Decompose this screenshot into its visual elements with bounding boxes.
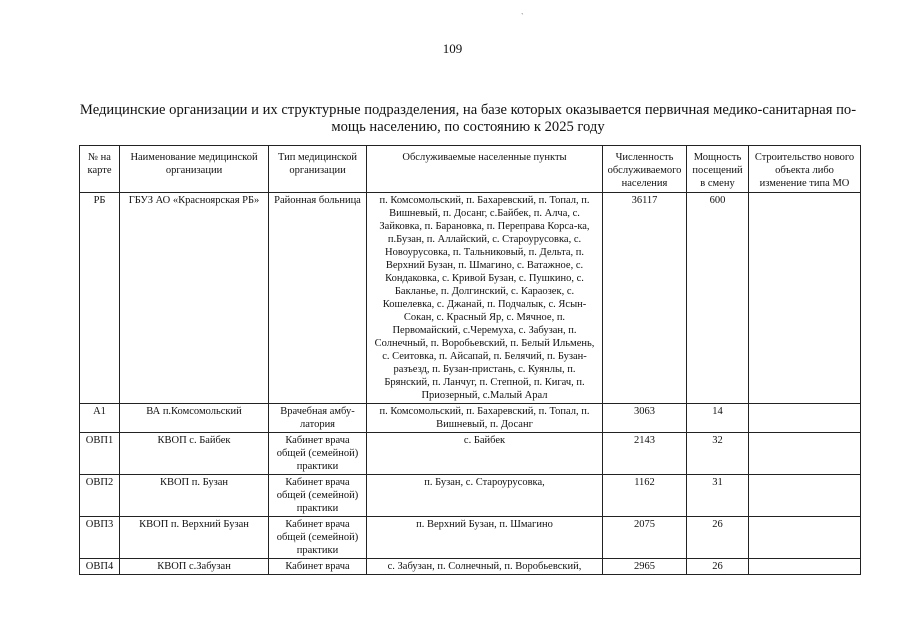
cell-name: ГБУЗ АО «Красноярская РБ» — [120, 193, 269, 404]
cell-settlements: с. Забузан, п. Солнечный, п. Воробьевский, — [367, 559, 603, 575]
cell-type: Кабинет врача общей (семейной) практики — [269, 517, 367, 559]
cell-settlements: п. Бузан, с. Староурусовка, — [367, 475, 603, 517]
cell-capacity: 32 — [687, 433, 749, 475]
cell-settlements: с. Байбек — [367, 433, 603, 475]
cell-name: КВОП с. Байбек — [120, 433, 269, 475]
cell-name: КВОП п. Бузан — [120, 475, 269, 517]
table-header-row — [80, 146, 861, 193]
table-row — [80, 404, 861, 433]
cell-map-no: ОВП4 — [80, 559, 120, 575]
cell-settlements: п. Комсомольский, п. Бахаревский, п. Топал, п. Вишневый, п. Досанг — [367, 404, 603, 433]
table-row — [80, 193, 861, 404]
page-title — [78, 102, 858, 136]
cell-construction — [749, 404, 861, 433]
title-line-1: Медицинские организации и их структурные подразделения, на базе которых оказывается первичная медико-санитарная по- — [79, 102, 857, 118]
column-header-map-no: № на карте — [80, 146, 120, 193]
cell-name: ВА п.Комсомольский — [120, 404, 269, 433]
scan-mark: ` — [521, 12, 524, 21]
cell-population: 2965 — [603, 559, 687, 575]
cell-type: Кабинет врача общей (семейной) практики — [269, 433, 367, 475]
cell-map-no: ОВП1 — [80, 433, 120, 475]
organizations-table — [79, 145, 861, 575]
cell-population: 1162 — [603, 475, 687, 517]
cell-name: КВОП с.Забузан — [120, 559, 269, 575]
cell-type: Кабинет врача — [269, 559, 367, 575]
cell-type: Врачебная амбу-латория — [269, 404, 367, 433]
cell-map-no: ОВП2 — [80, 475, 120, 517]
cell-population: 3063 — [603, 404, 687, 433]
cell-population: 36117 — [603, 193, 687, 404]
cell-type: Районная больница — [269, 193, 367, 404]
cell-map-no: РБ — [80, 193, 120, 404]
cell-construction — [749, 433, 861, 475]
title-line-2: мощь населению, по состоянию к 2025 году — [331, 119, 605, 135]
cell-construction — [749, 475, 861, 517]
cell-map-no: А1 — [80, 404, 120, 433]
column-header-type: Тип медицинской организации — [269, 146, 367, 193]
column-header-settlements: Обслуживаемые населенные пункты — [367, 146, 603, 193]
cell-capacity: 31 — [687, 475, 749, 517]
page-number: 109 — [442, 41, 463, 56]
cell-construction — [749, 559, 861, 575]
cell-construction — [749, 517, 861, 559]
cell-capacity: 14 — [687, 404, 749, 433]
table-row — [80, 559, 861, 575]
cell-settlements: п. Верхний Бузан, п. Шмагино — [367, 517, 603, 559]
table-row — [80, 517, 861, 559]
cell-capacity: 26 — [687, 559, 749, 575]
cell-capacity: 600 — [687, 193, 749, 404]
column-header-construction: Строительство нового объекта либо изменение типа МО — [749, 146, 861, 193]
cell-construction — [749, 193, 861, 404]
table-row — [80, 433, 861, 475]
cell-name: КВОП п. Верхний Бузан — [120, 517, 269, 559]
column-header-population: Численность обслуживаемого населения — [603, 146, 687, 193]
cell-map-no: ОВП3 — [80, 517, 120, 559]
table-row — [80, 475, 861, 517]
cell-population: 2075 — [603, 517, 687, 559]
cell-population: 2143 — [603, 433, 687, 475]
column-header-name: Наименование медицинской организации — [120, 146, 269, 193]
cell-type: Кабинет врача общей (семейной) практики — [269, 475, 367, 517]
cell-capacity: 26 — [687, 517, 749, 559]
column-header-capacity: Мощность посещений в смену — [687, 146, 749, 193]
cell-settlements: п. Комсомольский, п. Бахаревский, п. Топал, п. Вишневый, п. Досанг, с.Байбек, п. Алча, с. Зайковка, п. Барановка, п. Переправа Корса-ка, п.Бузан, п. Аллайский, с. Староурусовка, с. Новоурусовка, п. Тальниковый, п. Дельта, п. Верхний Бузан, п. Шмагино, с. Ватажное, с. Кондаковка, с. Кривой Бузан, с. Пушкино, с. Бакланье, п. Долгинский, с. Караозек, с. Кошелевка, с. Джанай, п. Подчалык, с. Ясын-Сокан, с. Красный Яр, с. Мячное, п. Первомайский, с.Черемуха, с. Забузан, п. Солнечный, п. Воробьевский, п. Белый Ильмень, с. Сеитовка, п. Айсапай, п. Белячий, п. Бузан-разъезд, п. Бузан-пристань, с. Куянлы, п. Брянский, п. Ланчуг, п. Степной, п. Кигач, п. Приозерный, с.Малый Арал — [367, 193, 603, 404]
